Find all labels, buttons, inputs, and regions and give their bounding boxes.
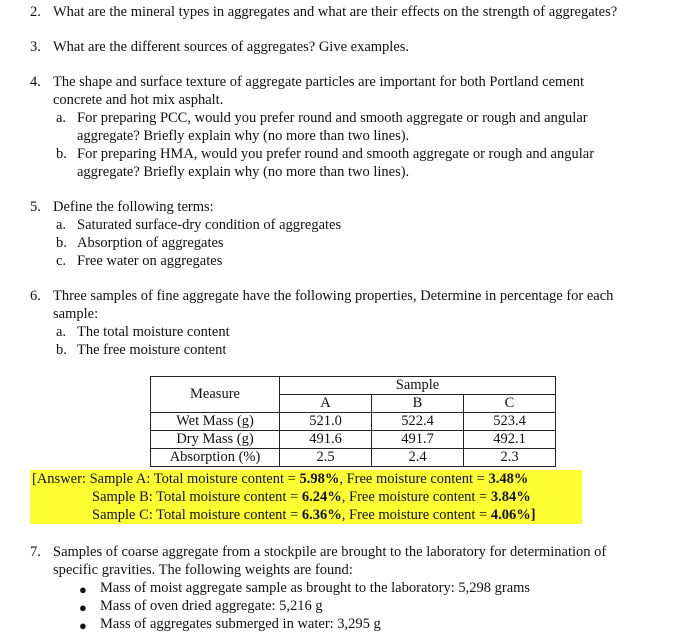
question-6-line-2: sample: <box>53 306 99 322</box>
question-5a-label: a. <box>56 217 67 233</box>
question-6a-label: a. <box>56 324 67 340</box>
row-label: Absorption (%) <box>151 449 280 467</box>
bullet-item: Mass of aggregates submerged in water: 3,295 g <box>100 616 381 632</box>
question-2-text: What are the mineral types in aggregates and what are their effects on the strength of aggregates? <box>53 4 618 20</box>
table-cell: 492.1 <box>464 431 556 449</box>
answer-line-c <box>92 507 536 524</box>
question-7-number: 7. <box>30 544 41 560</box>
table-cell: 521.0 <box>280 413 372 431</box>
question-4a-label: a. <box>56 110 67 126</box>
bullet-icon: ● <box>79 618 87 633</box>
table-row <box>151 413 556 431</box>
question-5a-text: Saturated surface-dry condition of aggregates <box>77 217 342 233</box>
question-7-line-1: Samples of coarse aggregate from a stockpile are brought to the laboratory for determination of <box>53 544 607 560</box>
question-5-number: 5. <box>30 199 41 215</box>
question-6a-text: The total moisture content <box>77 324 230 340</box>
question-4-line-2: concrete and hot mix asphalt. <box>53 92 224 108</box>
sample-header: Sample <box>280 377 556 395</box>
bullet-item: Mass of moist aggregate sample as brought to the laboratory: 5,298 grams <box>100 580 531 596</box>
answer-c-mid: , Free moisture content = <box>341 507 491 523</box>
question-4a-line-1: For preparing PCC, would you prefer round and smooth aggregate or rough and angular <box>77 110 588 126</box>
answer-c-free: 4.06%] <box>490 507 536 523</box>
answer-a-total: 5.98% <box>299 471 340 487</box>
question-6-line-1: Three samples of fine aggregate have the following properties, Determine in percentage for each <box>53 288 614 304</box>
table-cell: 2.5 <box>280 449 372 467</box>
row-label: Wet Mass (g) <box>151 413 280 431</box>
answer-line-a <box>32 471 528 488</box>
question-4a-line-2: aggregate? Briefly explain why (no more than two lines). <box>77 128 410 144</box>
measure-header: Measure <box>151 377 280 413</box>
question-4b-line-2: aggregate? Briefly explain why (no more than two lines). <box>77 164 410 180</box>
answer-line-b <box>92 489 531 506</box>
table-row <box>151 431 556 449</box>
bullet-icon: ● <box>79 582 87 597</box>
bullet-icon: ● <box>79 600 87 615</box>
question-4b-line-1: For preparing HMA, would you prefer round and smooth aggregate or rough and angular <box>77 146 595 162</box>
answer-c-prefix: Sample C: Total moisture content = <box>92 507 302 523</box>
question-6-number: 6. <box>30 288 41 304</box>
properties-table <box>150 376 556 467</box>
table-header-row <box>151 377 556 395</box>
question-3-text: What are the different sources of aggregates? Give examples. <box>53 39 410 55</box>
question-4b-label: b. <box>56 146 67 162</box>
question-3-number: 3. <box>30 39 41 55</box>
question-6b-text: The free moisture content <box>77 342 227 358</box>
column-c-header: C <box>464 395 556 413</box>
column-b-header: B <box>372 395 464 413</box>
table-cell: 2.4 <box>372 449 464 467</box>
row-label: Dry Mass (g) <box>151 431 280 449</box>
table-row <box>151 449 556 467</box>
table-cell: 491.6 <box>280 431 372 449</box>
table-cell: 522.4 <box>372 413 464 431</box>
answer-b-mid: , Free moisture content = <box>341 489 491 505</box>
answer-b-prefix: Sample B: Total moisture content = <box>92 489 302 505</box>
table-cell: 2.3 <box>464 449 556 467</box>
answer-b-free: 3.84% <box>490 489 531 505</box>
question-5c-label: c. <box>56 253 67 269</box>
question-5c-text: Free water on aggregates <box>77 253 223 269</box>
answer-a-free: 3.48% <box>488 471 529 487</box>
question-4-line-1: The shape and surface texture of aggregate particles are important for both Portland cement <box>53 74 585 90</box>
answer-a-mid: , Free moisture content = <box>339 471 489 487</box>
question-7-line-2: specific gravities. The following weights are found: <box>53 562 353 578</box>
question-4-number: 4. <box>30 74 41 90</box>
answer-c-total: 6.36% <box>301 507 342 523</box>
question-2-number: 2. <box>30 4 41 20</box>
table-cell: 491.7 <box>372 431 464 449</box>
question-6b-label: b. <box>56 342 67 358</box>
answer-a-prefix: [Answer: Sample A: Total moisture content = <box>32 471 300 487</box>
column-a-header: A <box>280 395 372 413</box>
table-cell: 523.4 <box>464 413 556 431</box>
bullet-item: Mass of oven dried aggregate: 5,216 g <box>100 598 323 614</box>
answer-highlight <box>30 470 582 524</box>
question-5b-label: b. <box>56 235 67 251</box>
question-5-text: Define the following terms: <box>53 199 214 215</box>
answer-b-total: 6.24% <box>301 489 342 505</box>
question-5b-text: Absorption of aggregates <box>77 235 224 251</box>
